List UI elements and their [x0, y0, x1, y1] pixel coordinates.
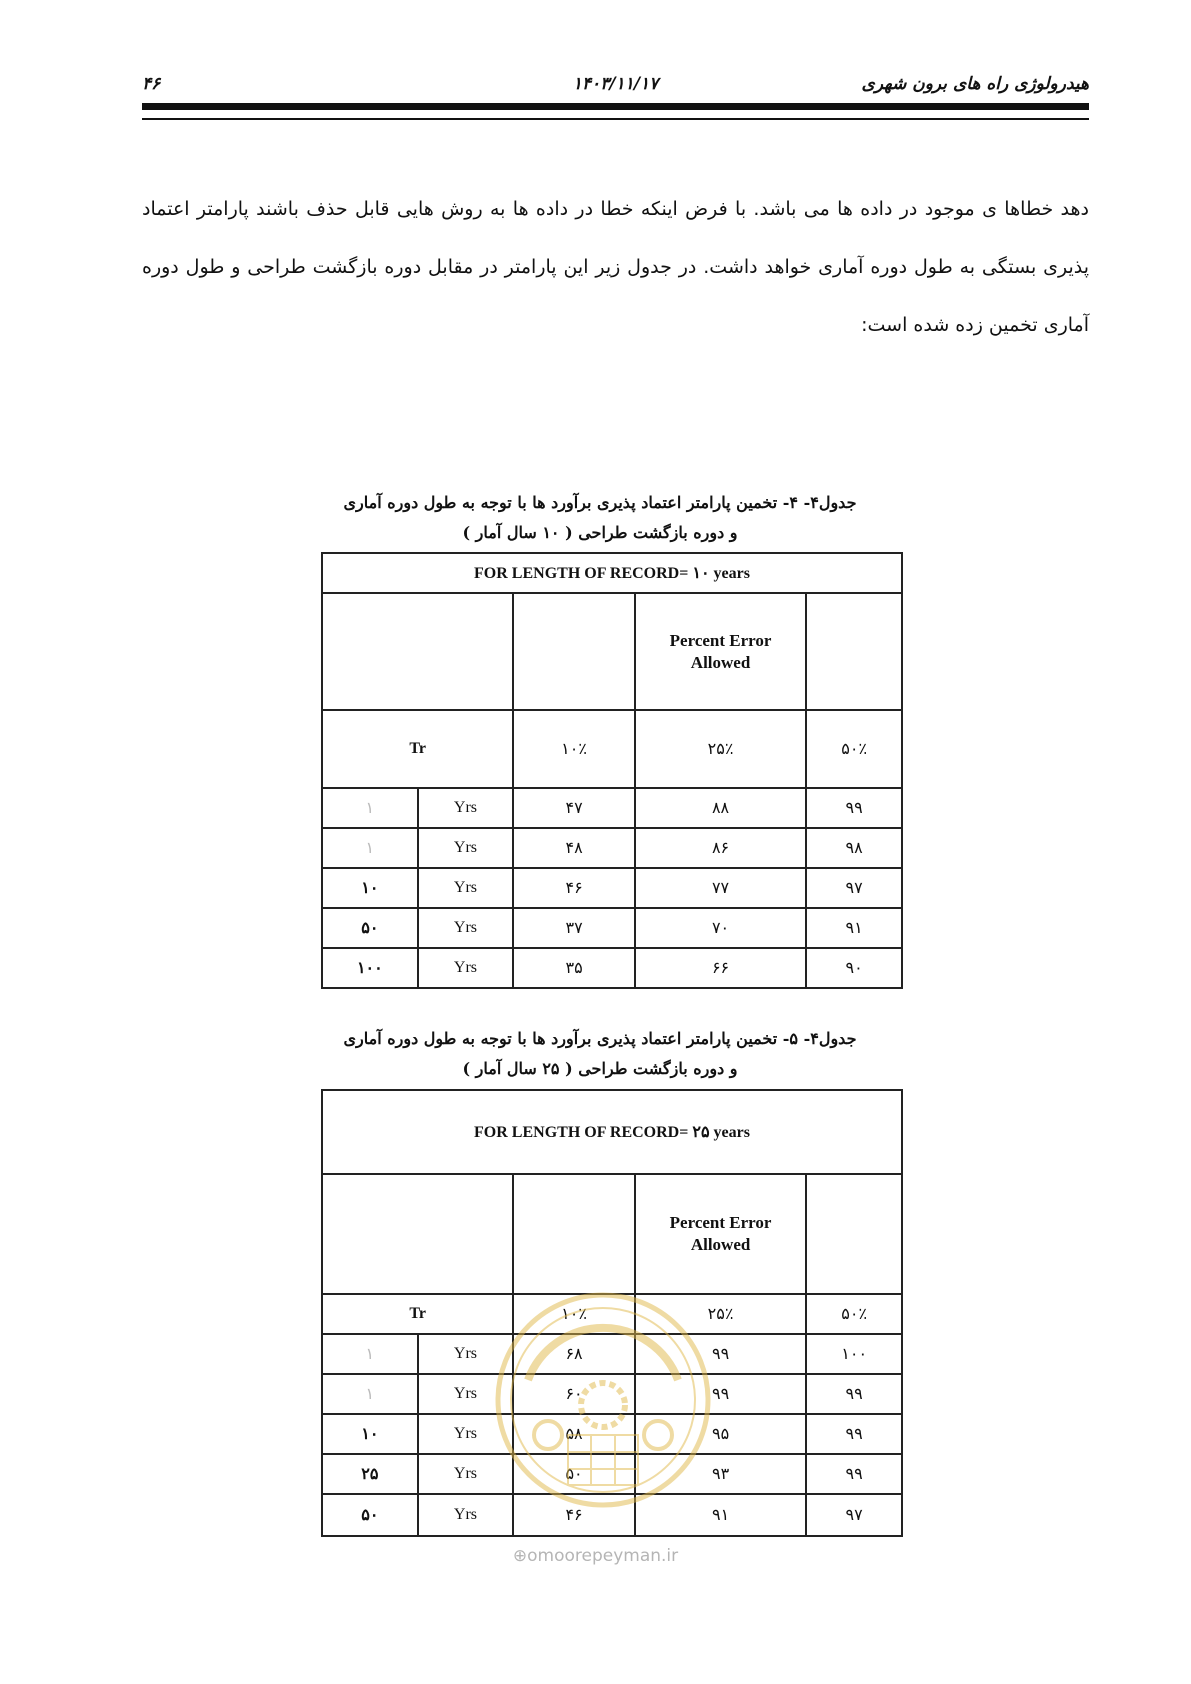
- tr-unit: Yrs: [418, 1494, 514, 1536]
- value-25: ۹۳: [635, 1454, 806, 1494]
- table1-empty-cell: [513, 593, 635, 710]
- header-rule-thin: [142, 118, 1089, 120]
- value-10: ۵۸: [513, 1414, 635, 1454]
- page-number: ۴۶: [142, 74, 161, 94]
- tr-value: ۵۰: [322, 1494, 418, 1536]
- table2-tr-header: Tr: [322, 1294, 513, 1334]
- tr-unit: Yrs: [418, 1374, 514, 1414]
- tr-unit: Yrs: [418, 868, 514, 908]
- tr-value: ۱: [322, 1374, 418, 1414]
- header-date: ۱۴۰۳/۱۱/۱۷: [572, 74, 659, 94]
- tr-unit: Yrs: [418, 908, 514, 948]
- tr-unit: Yrs: [418, 788, 514, 828]
- value-25: ۹۵: [635, 1414, 806, 1454]
- tr-unit: Yrs: [418, 828, 514, 868]
- value-10: ۳۵: [513, 948, 635, 988]
- table1-empty-cell: [806, 593, 902, 710]
- allowed-label: Allowed: [690, 1235, 751, 1254]
- value-50: ۹۸: [806, 828, 902, 868]
- table1-col-header: ۱۰٪: [513, 710, 635, 788]
- table1-caption-line1: جدول۴- ۴- تخمین پارامتر اعتماد پذیری برآورد ها با توجه به طول دوره آماری: [343, 493, 857, 512]
- tr-value: ۱۰: [322, 1414, 418, 1454]
- value-25: ۹۱: [635, 1494, 806, 1536]
- table2-empty-cell: [806, 1174, 902, 1294]
- table1-tr-header: Tr: [322, 710, 513, 788]
- table1: [321, 552, 903, 989]
- header-title: هیدرولوژی راه های برون شهری: [861, 74, 1089, 94]
- percent-error-label: Percent Error: [669, 630, 772, 650]
- value-25: ۸۶: [635, 828, 806, 868]
- value-50: ۹۹: [806, 1454, 902, 1494]
- allowed-label: Allowed: [690, 652, 751, 672]
- table1-title: FOR LENGTH OF RECORD= ۱۰ years: [322, 553, 902, 593]
- tr-value: ۱: [322, 828, 418, 868]
- percent-error-label: Percent Error: [669, 1213, 772, 1232]
- value-50: ۱۰۰: [806, 1334, 902, 1374]
- value-50: ۹۹: [806, 1374, 902, 1414]
- tr-value: ۲۵: [322, 1454, 418, 1494]
- header-rule-thick: [142, 103, 1089, 110]
- table1-col-header: ۵۰٪: [806, 710, 902, 788]
- value-25: ۹۹: [635, 1374, 806, 1414]
- tr-unit: Yrs: [418, 1414, 514, 1454]
- value-25: ۷۷: [635, 868, 806, 908]
- tr-value: ۱۰: [322, 868, 418, 908]
- value-10: ۶۸: [513, 1334, 635, 1374]
- tr-value: ۱: [322, 1334, 418, 1374]
- table2-col-header: ۲۵٪: [635, 1294, 806, 1334]
- table2-empty-cell: [322, 1174, 513, 1294]
- table-row: [322, 908, 902, 948]
- tr-value: ۱: [322, 788, 418, 828]
- table-row: [322, 828, 902, 868]
- value-50: ۹۷: [806, 1494, 902, 1536]
- value-10: ۴۶: [513, 868, 635, 908]
- table1-empty-cell: [322, 593, 513, 710]
- table1-caption-line2: و دوره بازگشت طراحی ( ۱۰ سال آمار ): [462, 523, 738, 542]
- value-50: ۹۹: [806, 788, 902, 828]
- table2-col-header: ۱۰٪: [513, 1294, 635, 1334]
- tr-value: ۱۰۰: [322, 948, 418, 988]
- table1-percent-error-header: [635, 593, 806, 710]
- value-25: ۶۶: [635, 948, 806, 988]
- watermark-site-text: ⊕omoorepeyman.ir: [512, 1546, 679, 1566]
- table2-title: FOR LENGTH OF RECORD= ۲۵ years: [322, 1090, 902, 1174]
- table2-caption-line2: و دوره بازگشت طراحی ( ۲۵ سال آمار ): [462, 1059, 738, 1078]
- table1-caption: [320, 488, 880, 548]
- value-25: ۷۰: [635, 908, 806, 948]
- table2-empty-cell: [513, 1174, 635, 1294]
- tr-unit: Yrs: [418, 1454, 514, 1494]
- value-50: ۹۱: [806, 908, 902, 948]
- value-50: ۹۹: [806, 1414, 902, 1454]
- value-25: ۸۸: [635, 788, 806, 828]
- tr-unit: Yrs: [418, 948, 514, 988]
- table1-col-header: ۲۵٪: [635, 710, 806, 788]
- body-paragraph: دهد خطاها ی موجود در داده ها می باشد. با فرض اینکه خطا در داده ها به روش هایی قابل حذف باشند پارامتر اعتماد پذیری بستگی به طول دوره آماری خواهد داشت. در جدول زیر این پارامتر در مقابل دوره بازگشت طراحی و طول دوره آماری تخمین زده شده است:: [142, 198, 1089, 336]
- value-10: ۴۸: [513, 828, 635, 868]
- table2-col-header: ۵۰٪: [806, 1294, 902, 1334]
- value-50: ۹۷: [806, 868, 902, 908]
- value-25: ۹۹: [635, 1334, 806, 1374]
- table2-caption-line1: جدول۴- ۵- تخمین پارامتر اعتماد پذیری برآورد ها با توجه به طول دوره آماری: [343, 1029, 857, 1048]
- table-row: [322, 868, 902, 908]
- value-10: ۴۷: [513, 788, 635, 828]
- table-row: [322, 788, 902, 828]
- value-10: ۵۰: [513, 1454, 635, 1494]
- table2-percent-error-header: [635, 1174, 806, 1294]
- tr-unit: Yrs: [418, 1334, 514, 1374]
- watermark-seal-icon: [488, 1285, 718, 1515]
- value-10: ۴۶: [513, 1494, 635, 1536]
- table2-caption: [320, 1024, 880, 1084]
- tr-value: ۵۰: [322, 908, 418, 948]
- table-row: [322, 948, 902, 988]
- value-50: ۹۰: [806, 948, 902, 988]
- value-10: ۶۰: [513, 1374, 635, 1414]
- page-header: [142, 70, 1089, 100]
- watermark-site-label: omoorepeyman.ir: [527, 1546, 679, 1566]
- value-10: ۳۷: [513, 908, 635, 948]
